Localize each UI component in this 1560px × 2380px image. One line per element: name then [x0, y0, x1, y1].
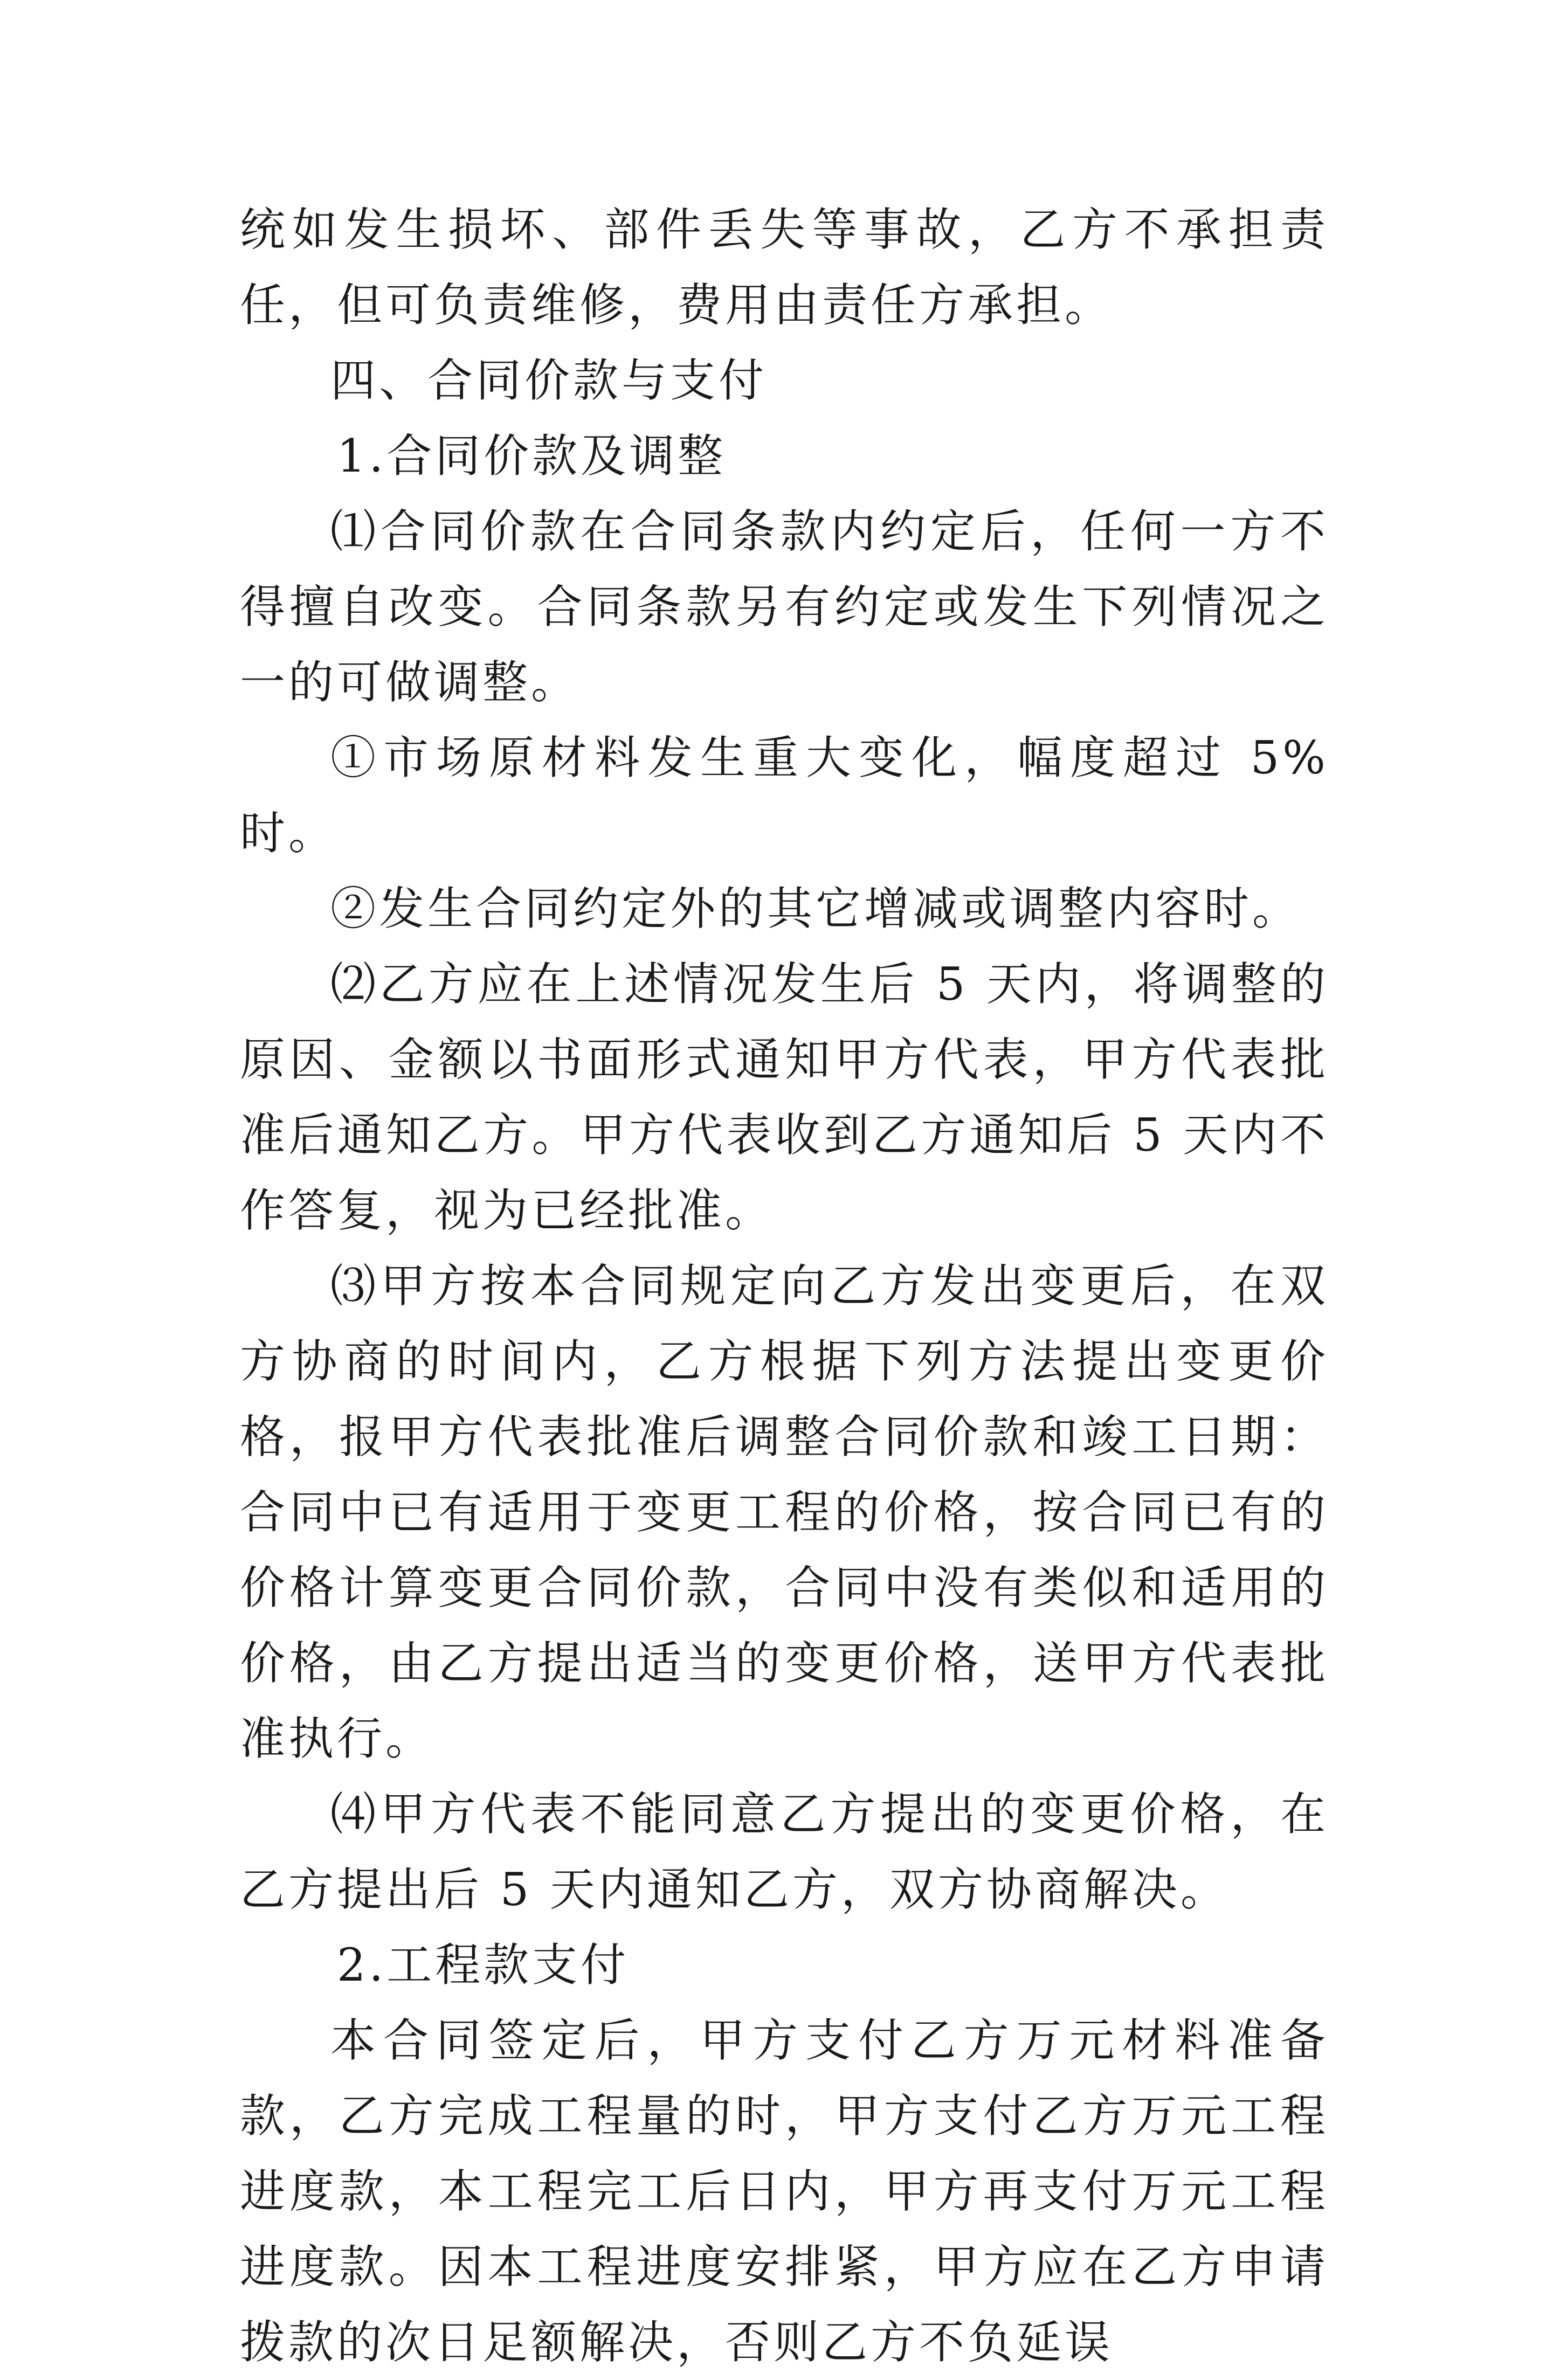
subheading-price-adjustment: 1.合同价款及调整: [337, 430, 727, 482]
subheading-payment: 2.工程款支付: [337, 1939, 630, 1991]
paragraph-clause-1: ⑴合同价款在合同条款内约定后，任何一方不得擅自改变。合同条款另有约定或发生下列情况之一的可做调整。: [240, 505, 1329, 709]
paragraph-item-1: ①市场原材料发生重大变化，幅度超过 5%时。: [240, 731, 1329, 860]
paragraph-item-2: ②发生合同约定外的其它增减或调整内容时。: [330, 882, 1301, 935]
paragraph-clause-3: ⑶甲方按本合同规定向乙方发出变更后，在双方协商的时间内，乙方根据下列方法提出变更价格，报甲方代表批准后调整合同价款和竣工日期：合同中已有适用于变更工程的价格，按合同已有的价格计算变更合同价款，合同中没有类似和适用的价格，由乙方提出适当的变更价格，送甲方代表批准执行。: [240, 1260, 1329, 1765]
document-body: [240, 192, 1329, 2380]
paragraph-clause-4: ⑷甲方代表不能同意乙方提出的变更价格，在乙方提出后 5 天内通知乙方，双方协商解决。: [240, 1788, 1329, 1916]
paragraph-payment-terms: 本合同签定后，甲方支付乙方万元材料准备款，乙方完成工程量的时，甲方支付乙方万元工程进度款，本工程完工后日内，甲方再支付万元工程进度款。因本工程进度安排紧，甲方应在乙方申请拨款的次日足额解决，否则乙方不负延误: [240, 2014, 1329, 2369]
paragraph-clause-2: ⑵乙方应在上述情况发生后 5 天内，将调整的原因、金额以书面形式通知甲方代表，甲方代表批准后通知乙方。甲方代表收到乙方通知后 5 天内不作答复，视为已经批准。: [240, 958, 1329, 1237]
section-heading-contract-price: 四、合同价款与支付: [330, 354, 768, 407]
paragraph-continuation: 统如发生损坏、部件丢失等事故，乙方不承担责任，但可负责维修，费用由责任方承担。: [240, 203, 1329, 331]
